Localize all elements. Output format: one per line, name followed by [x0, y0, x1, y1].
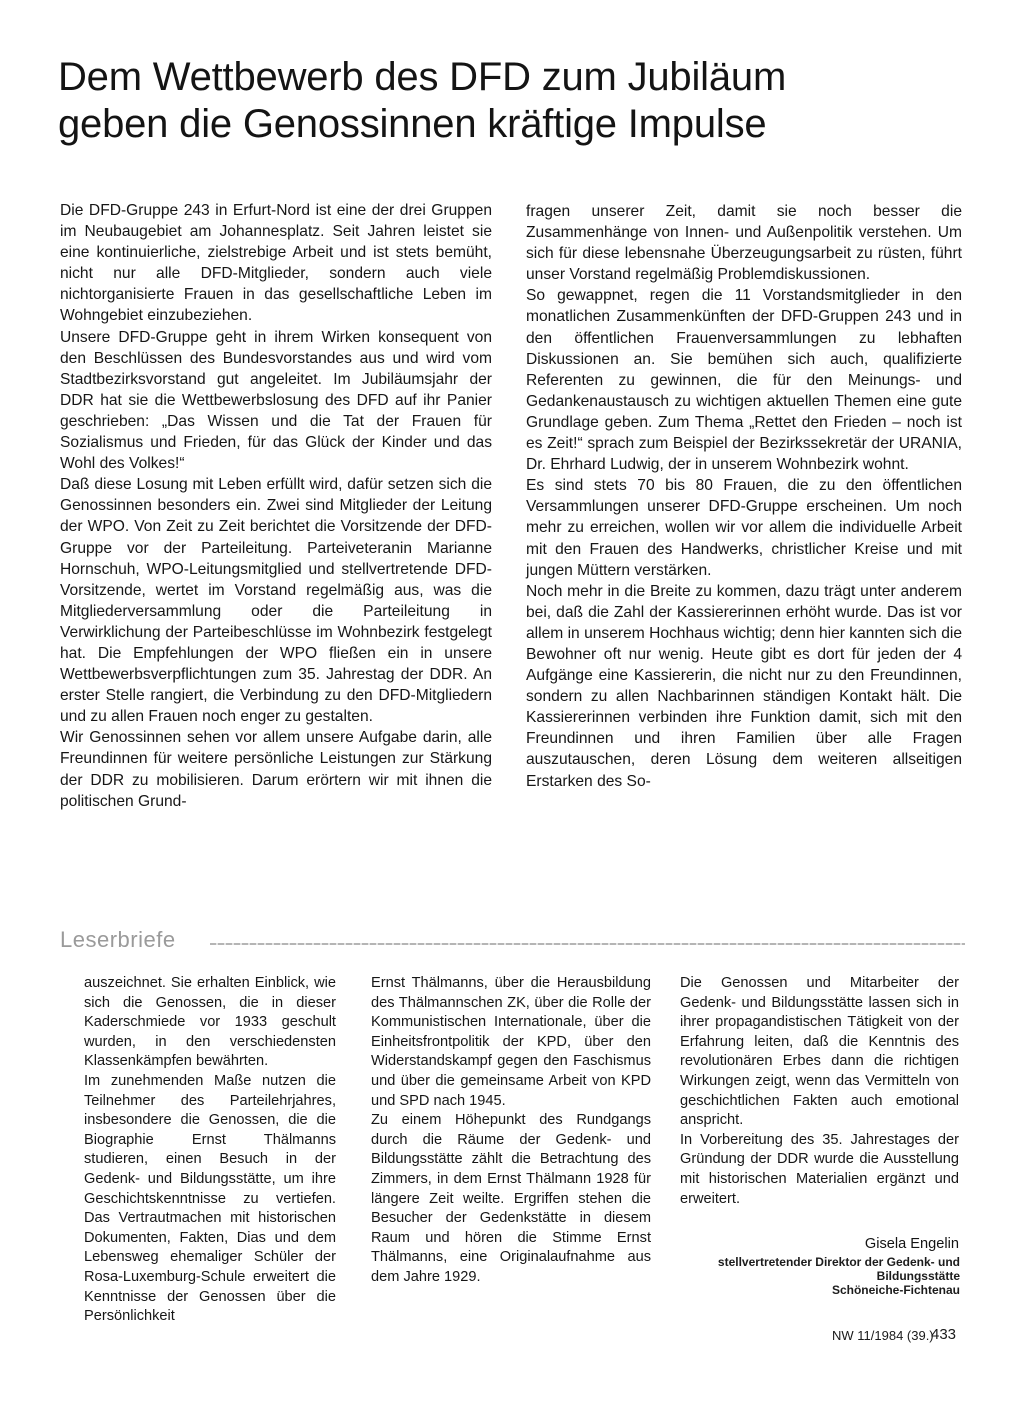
signature-role — [660, 1255, 960, 1297]
issue-reference: NW 11/1984 (39.) — [832, 1328, 934, 1343]
signature-role-line: Schöneiche-Fichtenau — [831, 1283, 960, 1297]
article-paragraph: Daß diese Losung mit Leben erfüllt wird, dafür setzen sich die Genossinnen besonders ein. Zwei sind Mitglieder der Leitung der WPO. Von Zeit zu Zeit berichtet die Vorsitzende der DFD-Gruppe vor der Parteileitung. Parteiveteranin Marianne Hornschuh, WPO-Leitungsmitglied und stellvertretende DFD-Vorsitzende, wertet im Vorstand regelmäßig aus, was die Mitgliederversammlung oder die Parteileitung in Verwirklichung der Parteibeschlüsse im Wohnbezirk festgelegt hat. Die Empfehlungen der WPO fließen ein in unsere Wettbewerbsverpflichtungen zum 35. Jahrestag der DDR. An erster Stelle rangiert, die Verbindung zu den DFD-Mitgliedern und zu allen Frauen noch enger zu gestalten. — [60, 476, 492, 726]
letter-paragraph: In Vorbereitung des 35. Jahrestages der Gründung der DDR wurde die Ausstellung mit historischen Materialien ergänzt und erweitert. — [680, 1131, 959, 1207]
article-paragraph: fragen unserer Zeit, damit sie noch besser die Zusammenhänge von Innen- und Außenpolitik verstehen. Um sich für diese lebensnahe Überzeugungsarbeit zu rüsten, führt unser Vorstand regelmäßig Problemdiskussionen. — [526, 203, 962, 284]
letter-paragraph: Die Genossen und Mitarbeiter der Gedenk- und Bildungsstätte lassen sich in ihrer propagandistischen Tätigkeit von der Erfahrung leiten, daß die Kenntnis des revolutionären Erbes dann die richtigen Wirkungen zeigt, wenn das Vermitteln von geschichtlichen Fakten auch emotional anspricht. — [680, 975, 959, 1129]
letter-column-2 — [371, 974, 651, 1288]
letter-column-1 — [84, 974, 336, 1327]
section-divider — [210, 943, 965, 945]
signature-role-line: stellvertretender Direktor der Gedenk- und — [717, 1255, 960, 1269]
article-column-left — [60, 200, 492, 812]
article-headline — [58, 54, 978, 148]
letter-paragraph: Ernst Thälmanns, über die Herausbildung des Thälmannschen ZK, über die Rolle der Kommunistischen Internationale, über die Einheitsfrontpolitik der KPD, über den Widerstandskampf gegen den Faschismus und über die gemeinsame Arbeit von KPD und SPD nach 1945. — [371, 975, 651, 1109]
letter-paragraph: Im zunehmenden Maße nutzen die Teilnehmer des Parteilehrjahres, insbesondere die Genossen, die die Biographie Ernst Thälmanns studieren, einen Besuch in der Gedenk- und Bildungsstätte, um ihre Geschichtskenntnisse zu vertiefen. Das Vertrautmachen mit historischen Dokumenten, Fakten, Dias und dem Lebensweg ehemaliger Schüler der Rosa-Luxemburg-Schule erweitert die Kenntnisse der Genossen über die Persönlichkeit — [84, 1072, 336, 1325]
article-paragraph: Es sind stets 70 bis 80 Frauen, die zu den öffentlichen Versammlungen unserer DFD-Gruppe erscheinen. Um noch mehr zu erreichen, wollen wir vor allem die individuelle Arbeit mit den Frauen des Handwerks, christlicher Kreise und mit jungen Müttern verstärken. — [526, 477, 962, 579]
section-header — [60, 928, 965, 952]
headline-line-2: geben die Genossinnen kräftige Impulse — [58, 102, 767, 146]
letter-paragraph: auszeichnet. Sie erhalten Einblick, wie sich die Genossen, die in dieser Kaderschmiede vor 1933 geschult wurden, in den verschiedensten Klassenkämpfen bewährten. — [84, 975, 336, 1070]
signature-role-line: Bildungsstätte — [876, 1269, 960, 1283]
headline-line-1: Dem Wettbewerb des DFD zum Jubiläum — [58, 55, 787, 99]
article-paragraph: So gewappnet, regen die 11 Vorstandsmitglieder in den monatlichen Zusammenkünften der DFD-Gruppen 243 und in den öffentlichen Frauenversammlungen zu lebhaften Diskussionen an. Sie bemühen sich auch, qualifizierte Referenten zu gewinnen, die für den Meinungs- und Gedankenaustausch zu wichtigen aktuellen Themen eine gute Grundlage geben. Zum Thema „Rettet den Frieden – noch ist es Zeit!“ sprach zum Beispiel der Bezirkssekretär der URANIA, Dr. Ehrhard Ludwig, der in unserem Wohnbezirk wohnt. — [526, 287, 962, 474]
page-number: 433 — [931, 1326, 957, 1343]
section-label: Leserbriefe — [60, 927, 176, 952]
article-paragraph: Die DFD-Gruppe 243 in Erfurt-Nord ist eine der drei Gruppen im Neubaugebiet am Johannesplatz. Seit Jahren leistet sie eine kontinuierliche, zielstrebige Arbeit und ist stets bemüht, nicht nur alle DFD-Mitglieder, sondern auch viele nichtorganisierte Frauen in das gesellschaftliche Leben im Wohngebiet einzubeziehen. — [60, 202, 492, 325]
article-paragraph: Noch mehr in die Breite zu kommen, dazu trägt unter anderem bei, daß die Zahl der Kassiererinnen erhöht wurde. Das ist vor allem in unserem Hochhaus wichtig; denn hier kannten sich die Bewohner oft nur wenig. Heute gibt es dort für jeden der 4 Aufgänge eine Kassiererin, die nicht nur zu den Freundinnen, sondern zu allen Nachbarinnen ständigen Kontakt hält. Die Kassiererinnen verbinden ihre Funktion damit, sich mit den Freundinnen und ihren Familien über alle Fragen auszutauschen, deren Lösung dem weiteren allseitigen Erstarken des So- — [526, 582, 963, 790]
article-column-right — [526, 201, 962, 792]
article-paragraph: Unsere DFD-Gruppe geht in ihrem Wirken konsequent von den Beschlüssen des Bundesvorstandes aus und wird vom Stadtbezirksvorstand gut angeleitet. Im Jubiläumsjahr der DDR hat sie die Wettbewerbslosung des DFD auf ihr Panier geschrieben: „Das Wissen und die Tat der Frauen für Sozialismus und Frieden, für das Glück der Kinder und das Wohl des Volkes!“ — [60, 328, 492, 473]
signature-name: Gisela Engelin — [864, 1236, 959, 1252]
article-paragraph: Wir Genossinnen sehen vor allem unsere Aufgabe darin, alle Freundinnen für weitere persönliche Leistungen zur Stärkung der DDR zu mobilisieren. Darum erörtern wir mit ihnen die politischen Grund- — [60, 729, 492, 810]
letter-column-3 — [680, 974, 959, 1209]
letter-paragraph: Zu einem Höhepunkt des Rundgangs durch die Räume der Gedenk- und Bildungsstätte zählt die Betrachtung des Zimmers, in dem Ernst Thälmann 1928 für längere Zeit weilte. Ergriffen stehen die Besucher der Gedenkstätte in diesem Raum und hören die Stimme Ernst Thälmanns, eine Originalaufnahme aus dem Jahre 1929. — [371, 1112, 651, 1285]
